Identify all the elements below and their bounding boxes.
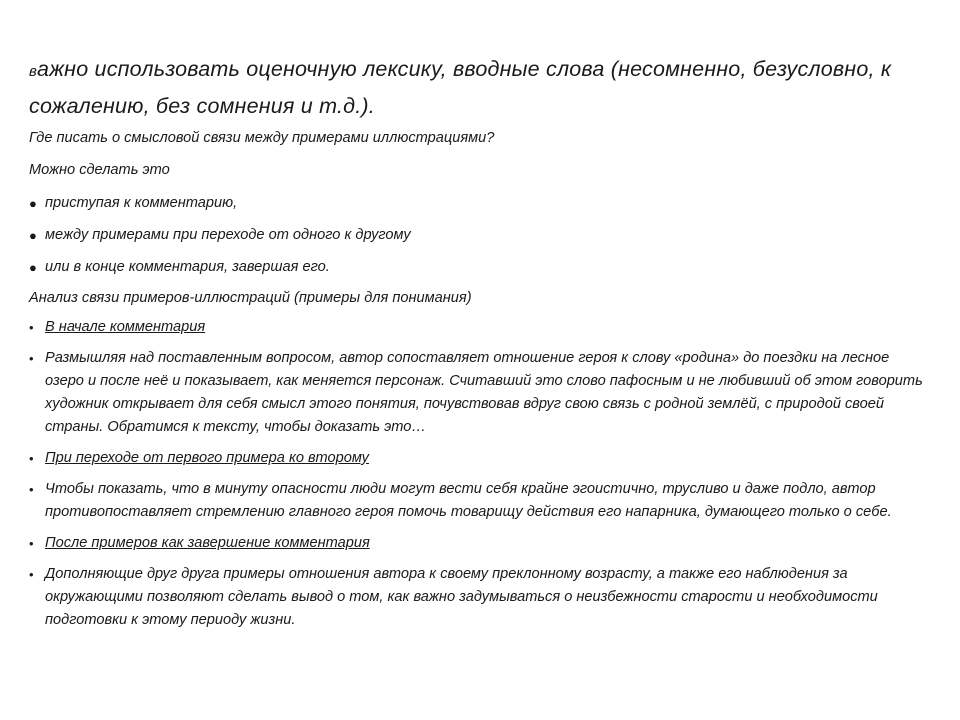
heading-first-letter: в bbox=[29, 63, 38, 80]
bullet-icon: • bbox=[29, 451, 34, 466]
example-text: Чтобы показать, что в минуту опасности люди могут вести себя крайне эгоистично, трусливо и даже подло, автор противопоставляет стремлению главного героя помочь товарищу действия его напарника, думающего только о себе. bbox=[45, 481, 892, 520]
slide-text bbox=[29, 52, 929, 640]
examples-list bbox=[29, 316, 929, 632]
list-item bbox=[29, 532, 929, 555]
bullet-icon: • bbox=[29, 567, 34, 582]
list-item bbox=[29, 347, 929, 439]
analysis-title: Анализ связи примеров-иллюстраций (примеры для понимания) bbox=[29, 290, 472, 306]
bullet-dot-icon: ● bbox=[29, 196, 37, 211]
list-item-text: между примерами при переходе от одного к другому bbox=[45, 227, 411, 243]
example-text: Размышляя над поставленным вопросом, автор сопоставляет отношение героя к слову «родина» до поездки на лесное озеро и после неё и показывает, как меняется персонаж. Считавший это слово пафосным и не любивший об этом говорить художник открывает для себя смысл этого понятия, почувствовав вдруг свою связь с родной землёй, с природой своей страны. Обратимся к тексту, чтобы доказать это… bbox=[45, 350, 923, 435]
section-label: При переходе от первого примера ко второму bbox=[45, 450, 369, 466]
list-item bbox=[29, 478, 929, 524]
bullet-dot-icon: ● bbox=[29, 228, 37, 243]
section-label: После примеров как завершение комментария bbox=[45, 535, 370, 551]
list-item bbox=[29, 256, 929, 279]
bullet-icon: • bbox=[29, 320, 34, 335]
list-item bbox=[29, 224, 929, 247]
heading-text: ажно использовать оценочную лексику, вводные слова (несомненно, безусловно, к сожалению, без сомнения и т.д.). bbox=[29, 57, 892, 118]
bullet-icon: • bbox=[29, 351, 34, 366]
bullet-dot-icon: ● bbox=[29, 260, 37, 275]
list-item-text: приступая к комментарию, bbox=[45, 195, 238, 211]
bullet-icon: • bbox=[29, 536, 34, 551]
can-do-line: Можно сделать это bbox=[29, 162, 170, 178]
list-item bbox=[29, 563, 929, 632]
places-list bbox=[29, 192, 929, 279]
slide-heading bbox=[29, 52, 929, 124]
list-item bbox=[29, 316, 929, 339]
section-label: В начале комментария bbox=[45, 319, 206, 335]
question-line: Где писать о смысловой связи между примерами иллюстрациями? bbox=[29, 130, 495, 146]
bullet-icon: • bbox=[29, 482, 34, 497]
list-item bbox=[29, 447, 929, 470]
list-item bbox=[29, 192, 929, 215]
list-item-text: или в конце комментария, завершая его. bbox=[45, 259, 330, 275]
example-text: Дополняющие друг друга примеры отношения автора к своему преклонному возрасту, а также его наблюдения за окружающими позволяют сделать вывод о том, как важно задумываться о неизбежности старости и необходимости подготовки к этому периоду жизни. bbox=[45, 566, 878, 628]
